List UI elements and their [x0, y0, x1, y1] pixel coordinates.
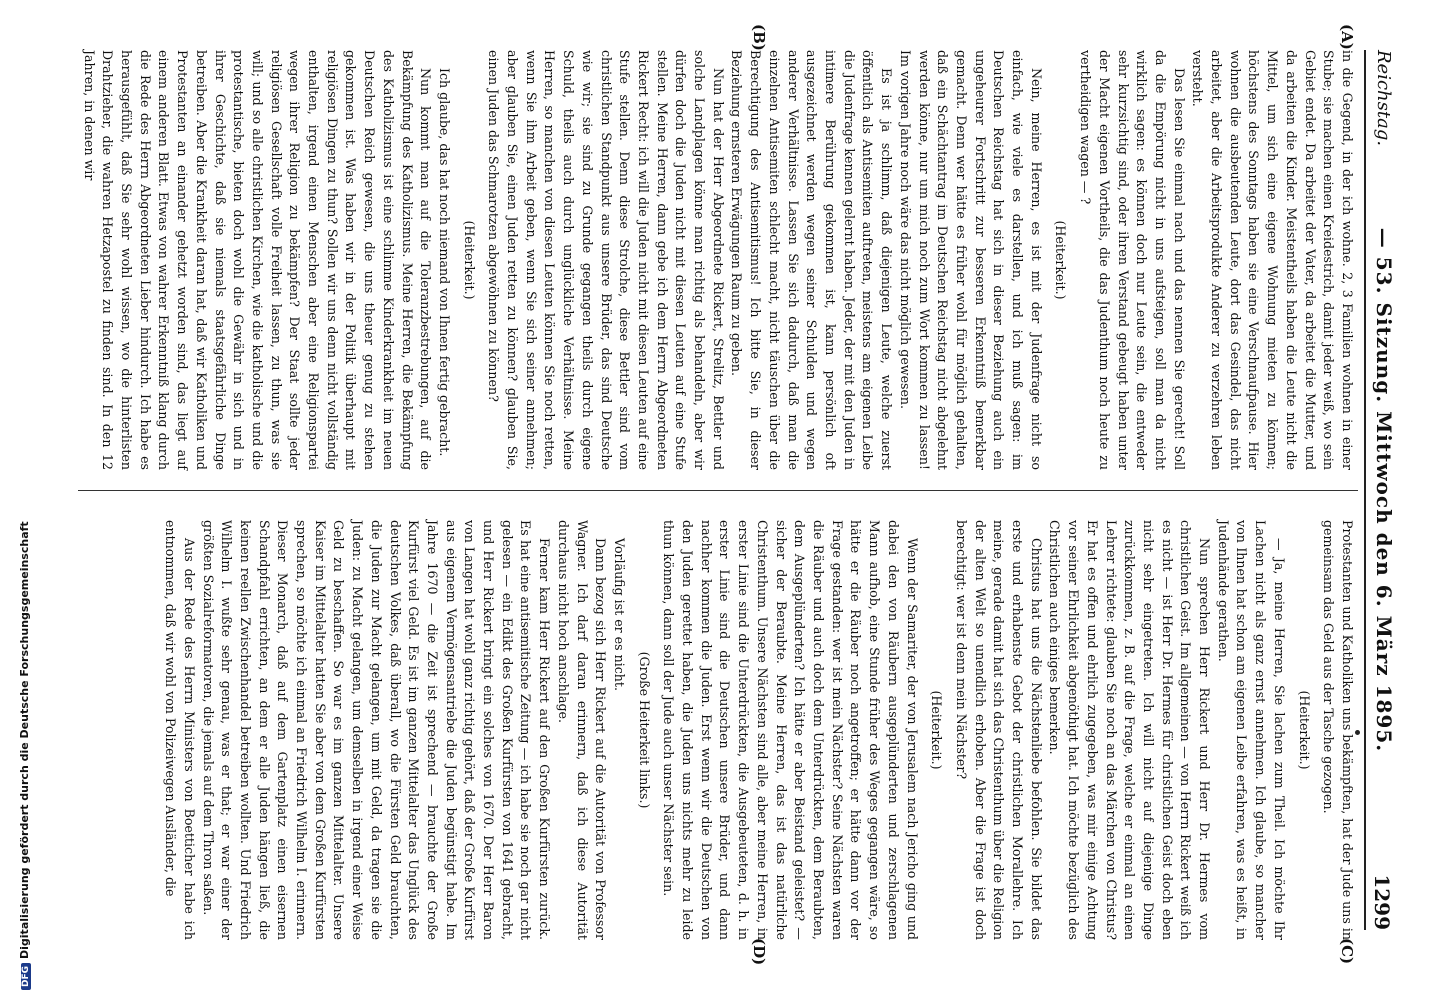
margin-mark-a: (A): [1338, 24, 1356, 50]
left-text-column: [81, 50, 1356, 470]
page-header: [1366, 50, 1400, 930]
paragraph: Das lesen Sie einmal nach und das nennen Sie gerecht! Soll da die Empörung nicht in uns aufsteigen, soll man da nicht wirklich sagen: es können doch nur Leute sein, die entweder sehr kurzsichtig sind, oder ihren Verstand gebeugt haben unter der Macht eigenen Vortheils, die das Judenthum noch heute zu vertheidigen wagen — ?: [1078, 50, 1187, 470]
footer-strip: [0, 0, 31, 1000]
paragraph: Protestanten und Katholiken uns bekämpften, hat der Jude uns in gemeinsam das Geld aus der Tasche gezogen.: [1321, 520, 1355, 940]
paragraph: Nein, meine Herren, es ist mit der Judenfrage nicht so einfach, wie viele es darstellen, und ich muß sagen: im Deutschen Reichstag hat sich in dieser Beziehung auch ein ungeheurer Fortschritt zur besseren Erkenntniß bemerkbar gemacht. Denn wer hätte es früher wohl für möglich gehalten, daß ein Schächtantrag im Deutschen Reichstag nicht abgelehnt werden könne, nur um mich noch zum Wort kommen zu lassen! Im vorigen Jahre noch wäre das nicht möglich gewesen.: [897, 50, 1044, 470]
interjection: (Heiterkeit.): [1296, 690, 1312, 770]
paragraph: Aus der Rede des Herrn Ministers von Boetticher habe ich entnommen, daß wir wohl von Polizeiwegen Ausländer, die: [163, 520, 197, 940]
page-number: 1299: [1370, 874, 1394, 930]
interjection: (Heiterkeit.): [1053, 220, 1069, 300]
paragraph: in die Gegend, in der ich wohne. 2, 3 Familien wohnen in einer Stube; sie machen einen Kreidestrich, damit jeder weiß, wo sein Gebiet endet. Da arbeitet der Vater, da arbeitet die Mutter, und da arbeiten die Kinder. Meistentheils haben die Leute nicht die Mittel, um sich eine eigene Wohnung mieten zu können; höchstens des Sonntags haben sie eine Verschnaufpause. Hier wohnen die ausbeutenden Leute, dort das Gesindel, das nicht arbeitet, aber die Arbeitsprodukte Anderer zu verzehren leben versteht.: [1190, 50, 1355, 470]
paragraph: Vorläufig ist er es nicht.: [611, 538, 627, 691]
interjection: (Heiterkeit.): [461, 220, 477, 300]
paragraph: Nun kommt man auf die Toleranzbestrebungen, auf die Bekämpfung des Katholizismus. Meine Herren, die Bekämpfung des Katholizismus ist eine schlimme Kinderkrankheit im neuen Deutschen Reich gewesen, die uns theuer genug zu stehen gekommen ist. Was haben wir in der Politik überhaupt mit religiösen Dingen zu thun? Sollen wir uns denn nicht vollständig enthalten, irgend einen Menschen aber eine Religionspartei wegen ihrer Religion zu bekämpfen? Der Staat sollte jeder religiösen Gesellschaft volle Freiheit lassen, zu thun, was sie will; und so alle christlichen Kirchen, wie die katholische und die protestantische, bieten doch wohl die Gewähr in sich und in ihrer Geschichte, daß sie niemals staatsgefährliche Dinge betreiben. Aber die Krankheit daran hat, daß wir Katholiken und Protestanten an einander gehetzt worden sind, das liegt auf einem anderen Blatt. Etwas von wahrer Erkenntniß klang durch die Rede des Herrn Abgeordneten Lieber hindurch. Ich habe es herausgefühlt, daß Sie sehr wohl wissen, wo die hinterlisten Drahtzieher, die wahren Hetzapostel zu finden sind. In den 12 Jahren, in denen wir: [81, 50, 434, 470]
margin-mark-d: (D): [750, 938, 768, 966]
column-divider: [78, 490, 1358, 491]
header-rule: [1364, 50, 1366, 930]
paragraph: Dann bezog sich Herr Rickert auf die Autorität von Professor Wagner. Ich darf daran erinnern, daß ich diese Autorität durchaus nicht hoch anschlage.: [555, 520, 609, 940]
margin-mark-c: (C): [1338, 938, 1356, 965]
paragraph: Wenn der Samariter, der von Jerusalem nach Jericho ging und dabei den von Räubern ausgeplünderten und zerschlagenen Mann aufhob, eine Stunde früher des Weges gegangen wäre, so hätte er die Räuber noch angetroffen; er hätte dann vor der Frage gestanden: wer ist mein Nächster? Seine Nächsten waren die Räuber und auch doch dem Unterdrückten, dem Beraubten, dem Ausgeplünderten? Ich hätte er aber Beistand geleistet? — sicher der Beraubte. Meine Herren, das ist das natürliche Christenthum. Unsere Nächsten sind alle, aber meine Herren, in erster Linie sind die Unterdrückten, die Ausgebeuteten, d. h. in erster Linie sind die Deutschen unsere Brüder, und dann nachher kommen die Juden. Erst wenn wir die Deutschen von den Juden gerettet haben, die Juden uns nichts mehr zu leide thun können, dann soll der Jude auch unser Nächster sein.: [661, 520, 920, 940]
right-text-column: [86, 520, 1356, 940]
funding-text: Digitalisierung gefördert durch die Deutsche Forschungsgemeinschaft: [18, 521, 31, 959]
paragraph: Nun sprechen Herr Rickert und Herr Dr. Hermes vom christlichen Geist. Im allgemeinen — von Herrn Rickert weiß ich es nicht — ist Herr Dr. Hermes für christlichen Geist doch eben nicht sehr eingetreten. Ich will nicht auf diejenige Dinge zurückkommen, z. B. auf die Frage, welche er einmal an einen Lehrer richtete: glauben Sie noch an das Märchen von Christus? Er hat es offen und ehrlich zugegeben, was mir einige Achtung vor seiner Ehrlichkeit abgenöthigt hat. Ich möchte bezüglich des Christlichen auch einiges bemerken.: [1047, 520, 1213, 940]
dfg-logo: DFG: [21, 963, 31, 990]
document-page: [18, 10, 1418, 970]
margin-mark-b: (B): [750, 24, 768, 51]
interjection: (Heiterkeit.): [929, 690, 945, 770]
header-title: — 53. Sitzung. Mittwoch den 6. März 1895.: [1372, 227, 1396, 753]
paragraph: Nun hat der Herr Abgeordnete Rickert, Strelitz, Bettler und solche Landplagen könne man richtig als behandeln, aber wir dürfen doch die Juden nicht mit diesen Leuten auf eine Stufe stellen. Meine Herren, dann gebe ich dem Herrn Abgeordneten Rickert Recht: ich will die Juden nicht mit diesen Leuten auf eine Stufe stellen. Denn diese Strolche, diese Bettler sind vom christlichen Standpunkt aus unsere Brüder, das sind Deutsche wie wir; sie sind zu Grunde gegangen theils durch eigene Schuld, theils auch durch unglückliche Verhältnisse. Meine Herren, so manchen von diesen Leuten können Sie noch retten, wenn Sie ihm Arbeit geben, wenn Sie sich seiner annehmen; aber glauben Sie, einen Juden retten zu können? glauben Sie, einen Juden das Schmarotzen abgewöhnen zu können?: [486, 50, 726, 470]
interjection: (Große Heiterkeit links.): [636, 651, 652, 809]
funding-note: [18, 521, 31, 990]
paragraph: Es ist ja schlimm, daß diejenigen Leute, welche zuerst öffentlich als Antisemiten auftreten, meistens am eigenen Leibe die Judenfrage kennen gelernt haben. Jeder, der mit den Juden in intimere Berührung gekommen ist, kann persönlich oft ausgezeichnet werden wegen seiner Schulden und wegen anderer Verhältnisse. Lassen Sie sich dadurch, daß man die einzelnen Antisemiten schlecht macht, nicht täuschen über die Berechtigung des Antisemitismus! Ich bitte Sie, in dieser Beziehung ernsteren Erwägungen Raum zu geben.: [729, 50, 895, 470]
paragraph: Ferner kam Herr Rickert auf den Großen Kurfürsten zurück. Es hat eine antisemitische Zeitung — ich habe sie noch gar nicht gelesen — ein Edikt des Großen Kurfürsten von 1641 gebracht, und Herr Rickert bringt ein solches von 1670. Der Herr Baron von Langen hat wohl ganz richtig gehört, daß der Große Kurfürst aus eigenem Vermögensantriebe die Juden begünstigt habe. Im Jahre 1670 — die Zeit ist sprechend — brauchte der Große Kurfürst viel Geld. Es ist im ganzen Mittelalter das Unglück des deutschen Volkes, daß überall, wo die Fürsten Geld brauchten, die Juden zur Macht gelangen, um mit Geld, da tragen sie die Juden: zu Macht gelangen, um demselben in irgend einer Weise Geld zu beschaffen. So war es im ganzen Mittelalter. Unsere Kaiser im Mittelalter hatten Sie aber von dem Großen Kurfürsten sprechen, so möchte ich einmal an Friedrich Wilhelm I. erinnern. Dieser Monarch, daß auf dem Gartenplatz einen eisernen Schandpfahl errichten, an dem er alle Juden hängen ließ, die keinen reellen Zwischenhandel betreiben wollten. Und Friedrich Wilhelm I. wußte sehr genau, was er that; er war einer der größten Sozialreformatoren, die jemals auf dem Thron saßen.: [200, 520, 553, 940]
paragraph: Christus hat uns die Nächstenliebe befohlen. Sie bildet das erste und erhabenste Gebot der christlichen Morallehre. Ich meine, gerade damit hat sich das Christenthum über die Religion der alten Welt so unendlich erhoben. Aber die Frage ist doch berechtigt: wer ist denn mein Nächster?: [953, 520, 1044, 940]
header-left: Reichstag.: [1373, 50, 1394, 147]
paragraph: — Ja, meine Herren, Sie lachen zum Theil. Ich möchte Ihr Lachen nicht als ganz ernst annehmen. Ich glaube, so mancher von Ihnen hat schon am eigenen Leibe erfahren, was es heißt, in Judenhände gerathen.: [1215, 520, 1287, 940]
paragraph: Ich glaube, das hat noch niemand von Ihnen fertig gebracht.: [436, 68, 452, 457]
